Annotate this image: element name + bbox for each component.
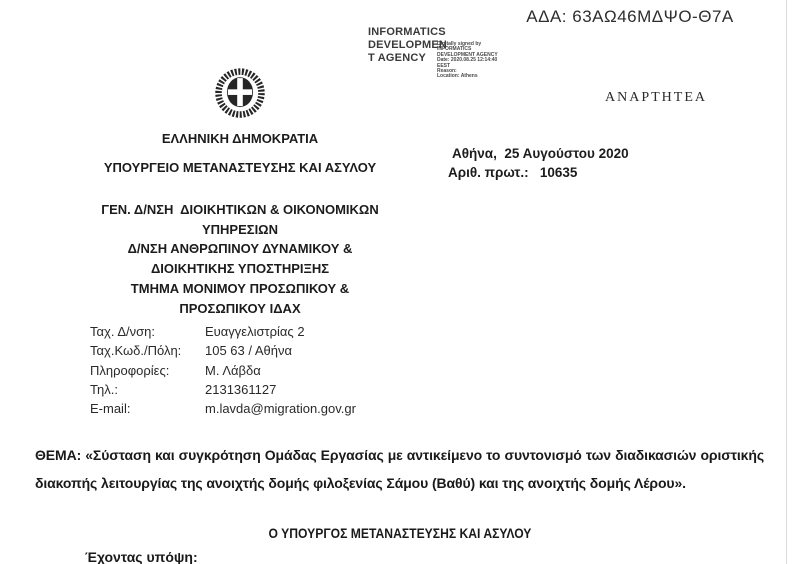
- signature-line: DEVELOPMENT AGENCY: [437, 51, 498, 58]
- ada-code: ΑΔΑ: 63ΑΩ46ΜΔΨΟ-Θ7Α: [526, 7, 734, 26]
- anartitea-label: ΑΝΑΡΤΗΤΕΑ: [605, 90, 707, 105]
- greek-coat-of-arms: [60, 66, 420, 127]
- contact-label: E-mail:: [90, 401, 131, 417]
- directorate-line: ΔΙΟΙΚΗΤΙΚΗΣ ΥΠΟΣΤΗΡΙΞΗΣ: [150, 261, 330, 277]
- agency-line: T AGENCY: [368, 52, 427, 64]
- city-date: Αθήνα, 25 Αυγούστου 2020: [452, 146, 629, 161]
- agency-line: INFORMATICS: [368, 26, 446, 38]
- coat-of-arms-icon: [212, 66, 268, 122]
- directorate-line: ΥΠΗΡΕΣΙΩΝ: [201, 221, 278, 237]
- digital-signature-details: [437, 42, 498, 80]
- contact-label: Πληροφορίες:: [90, 362, 170, 378]
- contact-label: Ταχ. Δ/νση:: [90, 324, 156, 339]
- republic-heading: ΕΛΛΗΝΙΚΗ ΔΗΜΟΚΡΑΤΙΑ: [161, 131, 319, 146]
- signature-line: INFORMATICS: [437, 46, 472, 53]
- contact-value: Ευαγγελιστρίας 2: [205, 324, 305, 339]
- signature-line: Reason:: [437, 68, 457, 75]
- signature-line: Date: 2020.08.25 12:14:40: [437, 57, 498, 64]
- protocol-number: Αριθ. πρωτ.: 10635: [448, 165, 578, 180]
- agency-line: DEVELOPMEN: [368, 39, 448, 51]
- subject-paragraph: ΘΕΜΑ: «Σύσταση και συγκρότηση Ομάδας Εργασίας με αντικείμενο το συντονισμό των διαδικασιών οριστικής διακοπής λειτουργίας της ανοιχτής δομής φιλοξενίας Σάμου (Βαθύ) και της ανοιχτής δομής Λέρου».: [35, 447, 764, 491]
- contact-value: 105 63 / Αθήνα: [205, 343, 293, 359]
- directorate-line: ΠΡΟΣΩΠΙΚΟΥ ΙΔΑΧ: [179, 300, 301, 316]
- directorate-block: [60, 200, 420, 318]
- signature-line: EEST: [437, 62, 451, 69]
- contact-value: m.lavda@migration.gov.gr: [205, 401, 356, 417]
- scan-artifact-line: [786, 0, 787, 564]
- digital-signature-agency: [368, 26, 447, 65]
- contact-label: Ταχ.Κωδ./Πόλη:: [90, 343, 182, 359]
- contact-info-block: [90, 322, 356, 418]
- contact-row: [90, 322, 356, 341]
- contact-row: [90, 361, 356, 380]
- directorate-line: ΤΜΗΜΑ ΜΟΝΙΜΟΥ ΠΡΟΣΩΠΙΚΟΥ &: [130, 280, 350, 296]
- directorate-line: Δ/ΝΣΗ ΑΝΘΡΩΠΙΝΟΥ ΔΥΝΑΜΙΚΟΥ &: [127, 241, 353, 257]
- contact-value: Μ. Λάβδα: [205, 362, 261, 378]
- contact-row: [90, 399, 356, 418]
- contact-row: [90, 341, 356, 360]
- contact-row: [90, 380, 356, 399]
- signature-line: Digitally signed by: [437, 41, 482, 47]
- signature-line: Location: Athens: [437, 73, 478, 80]
- having-regard-line: Έχοντας υπόψη:: [85, 549, 198, 564]
- ministry-heading: ΥΠΟΥΡΓΕΙΟ ΜΕΤΑΝΑΣΤΕΥΣΗΣ ΚΑΙ ΑΣΥΛΟΥ: [103, 160, 377, 175]
- minister-heading: Ο ΥΠΟΥΡΓΟΣ ΜΕΤΑΝΑΣΤΕΥΣΗΣ ΚΑΙ ΑΣΥΛΟΥ: [268, 526, 532, 541]
- contact-value: 2131361127: [205, 381, 277, 397]
- directorate-line: ΓΕΝ. Δ/ΝΣΗ ΔΙΟΙΚΗΤΙΚΩΝ & ΟΙΚΟΝΟΜΙΚΩΝ: [101, 202, 379, 217]
- contact-label: Τηλ.:: [90, 381, 118, 397]
